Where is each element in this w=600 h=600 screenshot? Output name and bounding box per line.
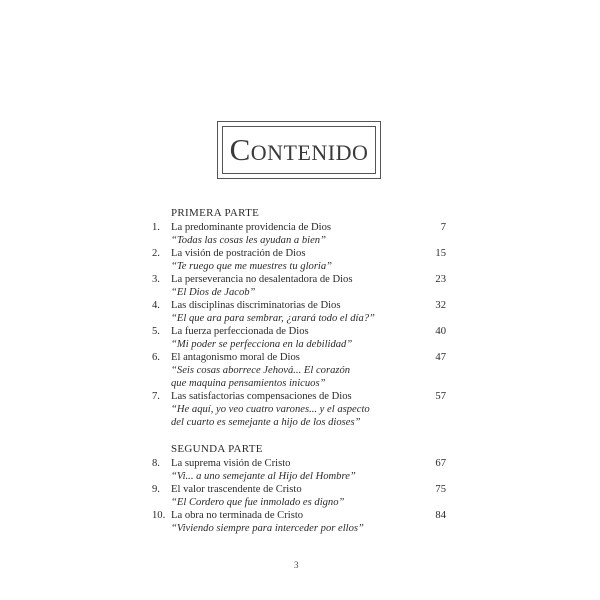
- chapter-page-number: 57: [435, 391, 446, 402]
- chapter-title: La predominante providencia de Dios: [171, 222, 332, 233]
- chapter-quote: “He aquí, yo veo cuatro varones... y el aspecto: [171, 404, 370, 415]
- toc-entry-line: [146, 273, 446, 286]
- title-frame: [217, 121, 381, 179]
- toc-entry: [146, 299, 446, 325]
- chapter-quote: “Mi poder se perfecciona en la debilidad”: [171, 339, 353, 350]
- chapter-page-number: 7: [440, 222, 446, 233]
- page-number: 3: [294, 560, 299, 570]
- toc-entry-line: [146, 483, 446, 496]
- chapter-number: 10.: [152, 510, 166, 521]
- chapter-title: Las satisfactorias compensaciones de Dios: [171, 391, 352, 402]
- chapter-quote-line: [146, 522, 446, 535]
- toc-entry: [146, 483, 446, 509]
- chapter-quote-line: [146, 416, 446, 429]
- toc-entry-line: [146, 390, 446, 403]
- toc-entry: [146, 273, 446, 299]
- chapter-page-number: 15: [435, 248, 446, 259]
- toc-entry: [146, 247, 446, 273]
- chapter-number: 9.: [152, 484, 160, 495]
- chapter-quote: “Vi... a uno semejante al Hijo del Hombre”: [171, 471, 356, 482]
- toc-entry: [146, 351, 446, 390]
- toc-entry: [146, 509, 446, 535]
- chapter-quote: “El que ara para sembrar, ¿arará todo el día?”: [171, 313, 375, 324]
- chapter-quote-line: [146, 377, 446, 390]
- toc-entry-line: [146, 351, 446, 364]
- chapter-number: 4.: [152, 300, 160, 311]
- chapter-page-number: 67: [435, 458, 446, 469]
- chapter-title: La fuerza perfeccionada de Dios: [171, 326, 309, 337]
- chapter-quote-line: [146, 364, 446, 377]
- chapter-quote: “Viviendo siempre para interceder por ellos”: [171, 523, 364, 534]
- toc-entry-line: [146, 509, 446, 522]
- toc-entry-line: [146, 457, 446, 470]
- chapter-quote: “El Cordero que fue inmolado es digno”: [171, 497, 345, 508]
- chapter-quote-line: [146, 286, 446, 299]
- toc-entry: [146, 390, 446, 429]
- chapter-page-number: 32: [435, 300, 446, 311]
- chapter-quote: que maquina pensamientos inicuos”: [171, 378, 326, 389]
- chapter-quote-line: [146, 403, 446, 416]
- chapter-title: El antagonismo moral de Dios: [171, 352, 300, 363]
- toc-entry: [146, 325, 446, 351]
- chapter-number: 8.: [152, 458, 160, 469]
- chapter-number: 5.: [152, 326, 160, 337]
- chapter-number: 3.: [152, 274, 160, 285]
- chapter-number: 7.: [152, 391, 160, 402]
- chapter-quote: del cuarto es semejante a hijo de los dioses”: [171, 417, 361, 428]
- toc-entry: [146, 221, 446, 247]
- toc-entry-line: [146, 247, 446, 260]
- chapter-quote-line: [146, 234, 446, 247]
- chapter-title: La suprema visión de Cristo: [171, 458, 291, 469]
- toc-entry-line: [146, 299, 446, 312]
- chapter-title: La obra no terminada de Cristo: [171, 510, 304, 521]
- chapter-quote: “Seis cosas aborrece Jehová... El corazón: [171, 365, 351, 376]
- chapter-number: 2.: [152, 248, 160, 259]
- chapter-quote-line: [146, 496, 446, 509]
- chapter-number: 6.: [152, 352, 160, 363]
- chapter-title: La visión de postración de Dios: [171, 248, 306, 259]
- toc-entry-line: [146, 325, 446, 338]
- chapter-quote: “Te ruego que me muestres tu gloria”: [171, 261, 333, 272]
- chapter-page-number: 84: [435, 510, 446, 521]
- chapter-quote-line: [146, 470, 446, 483]
- table-of-contents: [146, 206, 446, 535]
- chapter-title: La perseverancia no desalentadora de Dios: [171, 274, 353, 285]
- chapter-quote-line: [146, 260, 446, 273]
- title-inner-frame: [222, 126, 376, 174]
- chapter-title: El valor trascendente de Cristo: [171, 484, 302, 495]
- part-heading: SEGUNDA PARTE: [171, 443, 263, 455]
- chapter-number: 1.: [152, 222, 160, 233]
- chapter-quote: “Todas las cosas les ayudan a bien”: [171, 235, 327, 246]
- chapter-page-number: 23: [435, 274, 446, 285]
- toc-entry: [146, 457, 446, 483]
- chapter-page-number: 40: [435, 326, 446, 337]
- chapter-page-number: 75: [435, 484, 446, 495]
- chapter-quote-line: [146, 312, 446, 325]
- chapter-quote-line: [146, 338, 446, 351]
- toc-entry-line: [146, 221, 446, 234]
- chapter-page-number: 47: [435, 352, 446, 363]
- chapter-title: Las disciplinas discriminatorias de Dios: [171, 300, 341, 311]
- part-spacer: [146, 429, 446, 442]
- page-title: Contenido: [229, 132, 369, 167]
- chapter-quote: “El Dios de Jacob”: [171, 287, 256, 298]
- part-heading: PRIMERA PARTE: [171, 207, 260, 219]
